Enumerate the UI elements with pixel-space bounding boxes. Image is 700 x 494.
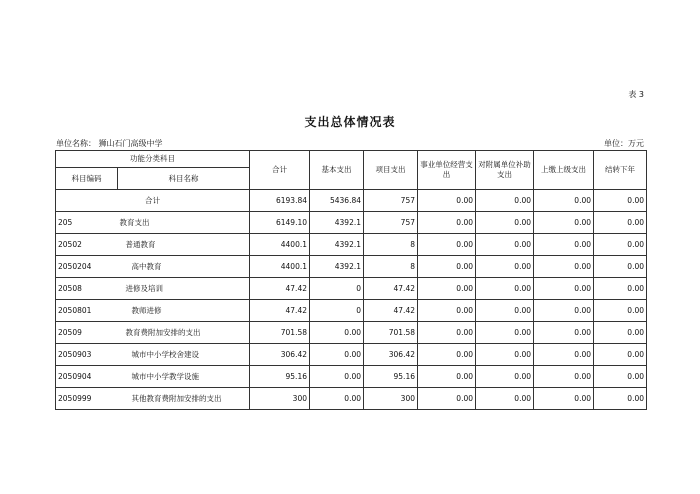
cell-code: 2050903 <box>56 344 118 366</box>
cell-total: 95.16 <box>250 366 310 388</box>
cell-subsidy: 0.00 <box>476 344 534 366</box>
table-row <box>56 300 647 322</box>
cell-carry: 0.00 <box>594 388 647 410</box>
cell-business: 0.00 <box>418 344 476 366</box>
cell-total: 47.42 <box>250 300 310 322</box>
cell-total: 306.42 <box>250 344 310 366</box>
table-row <box>56 388 647 410</box>
cell-basic: 5436.84 <box>310 190 364 212</box>
cell-total: 6149.10 <box>250 212 310 234</box>
organization-name: 单位名称： 狮山石门高级中学 <box>56 139 163 148</box>
cell-upper: 0.00 <box>534 256 594 278</box>
cell-carry: 0.00 <box>594 190 647 212</box>
cell-basic: 0.00 <box>310 344 364 366</box>
cell-total: 300 <box>250 388 310 410</box>
cell-upper: 0.00 <box>534 190 594 212</box>
cell-carry: 0.00 <box>594 256 647 278</box>
cell-code: 205 <box>56 212 118 234</box>
table-row <box>56 234 647 256</box>
cell-carry: 0.00 <box>594 278 647 300</box>
cell-basic: 4392.1 <box>310 212 364 234</box>
cell-code: 20509 <box>56 322 118 344</box>
cell-subsidy: 0.00 <box>476 278 534 300</box>
header-total: 合计 <box>250 151 310 190</box>
cell-project: 300 <box>364 388 418 410</box>
cell-subsidy: 0.00 <box>476 190 534 212</box>
cell-project: 701.58 <box>364 322 418 344</box>
cell-business: 0.00 <box>418 366 476 388</box>
header-name: 科目名称 <box>118 168 250 190</box>
cell-upper: 0.00 <box>534 278 594 300</box>
header-code: 科目编码 <box>56 168 118 190</box>
cell-upper: 0.00 <box>534 234 594 256</box>
cell-project: 757 <box>364 212 418 234</box>
cell-basic: 0.00 <box>310 322 364 344</box>
cell-carry: 0.00 <box>594 234 647 256</box>
cell-code: 2050204 <box>56 256 118 278</box>
cell-business: 0.00 <box>418 190 476 212</box>
header-project: 项目支出 <box>364 151 418 190</box>
cell-subsidy: 0.00 <box>476 234 534 256</box>
cell-name: 教育费附加安排的支出 <box>118 322 250 344</box>
expenditure-table <box>55 150 647 410</box>
cell-project: 95.16 <box>364 366 418 388</box>
cell-subsidy: 0.00 <box>476 256 534 278</box>
cell-business: 0.00 <box>418 212 476 234</box>
cell-basic: 0 <box>310 300 364 322</box>
cell-code: 20508 <box>56 278 118 300</box>
header-business: 事业单位经营支出 <box>418 151 476 190</box>
header-basic: 基本支出 <box>310 151 364 190</box>
header-upper: 上缴上级支出 <box>534 151 594 190</box>
cell-upper: 0.00 <box>534 388 594 410</box>
total-row <box>56 190 647 212</box>
cell-name: 城市中小学校舍建设 <box>118 344 250 366</box>
cell-total: 6193.84 <box>250 190 310 212</box>
cell-basic: 4392.1 <box>310 234 364 256</box>
total-row-label: 合计 <box>56 190 250 212</box>
header-carry: 结转下年 <box>594 151 647 190</box>
cell-total: 47.42 <box>250 278 310 300</box>
cell-project: 8 <box>364 234 418 256</box>
cell-business: 0.00 <box>418 388 476 410</box>
table-row <box>56 322 647 344</box>
cell-carry: 0.00 <box>594 300 647 322</box>
cell-project: 47.42 <box>364 300 418 322</box>
cell-total: 701.58 <box>250 322 310 344</box>
header-subsidy: 对附属单位补助支出 <box>476 151 534 190</box>
table-row <box>56 278 647 300</box>
cell-business: 0.00 <box>418 256 476 278</box>
cell-subsidy: 0.00 <box>476 212 534 234</box>
cell-total: 4400.1 <box>250 256 310 278</box>
form-number: 表 3 <box>628 90 644 99</box>
cell-project: 8 <box>364 256 418 278</box>
table-row <box>56 256 647 278</box>
cell-code: 2050999 <box>56 388 118 410</box>
cell-basic: 0 <box>310 278 364 300</box>
cell-name: 城市中小学教学设施 <box>118 366 250 388</box>
cell-code: 2050904 <box>56 366 118 388</box>
cell-code: 20502 <box>56 234 118 256</box>
cell-name: 教育支出 <box>118 212 250 234</box>
table-row <box>56 344 647 366</box>
cell-subsidy: 0.00 <box>476 388 534 410</box>
cell-business: 0.00 <box>418 234 476 256</box>
table-row <box>56 212 647 234</box>
cell-name: 其他教育费附加安排的支出 <box>118 388 250 410</box>
cell-business: 0.00 <box>418 322 476 344</box>
cell-carry: 0.00 <box>594 344 647 366</box>
cell-carry: 0.00 <box>594 322 647 344</box>
cell-carry: 0.00 <box>594 366 647 388</box>
cell-project: 306.42 <box>364 344 418 366</box>
cell-project: 757 <box>364 190 418 212</box>
cell-carry: 0.00 <box>594 212 647 234</box>
cell-business: 0.00 <box>418 300 476 322</box>
cell-upper: 0.00 <box>534 322 594 344</box>
cell-basic: 0.00 <box>310 366 364 388</box>
cell-basic: 0.00 <box>310 388 364 410</box>
cell-name: 进修及培训 <box>118 278 250 300</box>
cell-upper: 0.00 <box>534 344 594 366</box>
cell-basic: 4392.1 <box>310 256 364 278</box>
cell-total: 4400.1 <box>250 234 310 256</box>
header-function-group: 功能分类科目 <box>56 151 250 168</box>
cell-business: 0.00 <box>418 278 476 300</box>
cell-name: 高中教育 <box>118 256 250 278</box>
cell-subsidy: 0.00 <box>476 300 534 322</box>
cell-code: 2050801 <box>56 300 118 322</box>
unit-label: 单位：万元 <box>604 139 644 148</box>
cell-subsidy: 0.00 <box>476 366 534 388</box>
cell-subsidy: 0.00 <box>476 322 534 344</box>
cell-name: 普通教育 <box>118 234 250 256</box>
cell-project: 47.42 <box>364 278 418 300</box>
cell-upper: 0.00 <box>534 366 594 388</box>
page-title: 支出总体情况表 <box>304 115 396 129</box>
cell-upper: 0.00 <box>534 300 594 322</box>
table-row <box>56 366 647 388</box>
cell-upper: 0.00 <box>534 212 594 234</box>
cell-name: 教师进修 <box>118 300 250 322</box>
